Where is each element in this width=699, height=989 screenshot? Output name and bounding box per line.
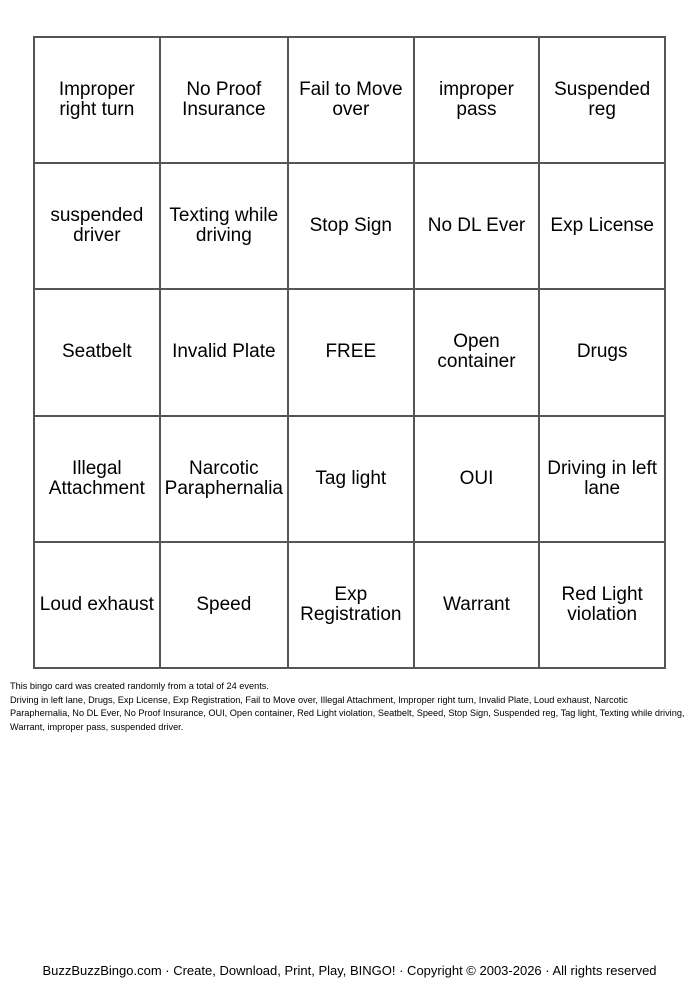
bingo-cell: Invalid Plate bbox=[160, 289, 288, 415]
bingo-cell: Improper right turn bbox=[34, 37, 160, 163]
bingo-cell: Tag light bbox=[288, 416, 414, 542]
bingo-cell: Exp License bbox=[539, 163, 665, 289]
notes-event-list: Driving in left lane, Drugs, Exp License, Exp Registration, Fail to Move over, Illegal Attachment, Improper right turn, Invalid Plate, Loud exhaust, Narcotic Paraphernalia, No DL Ever, No Proof Insurance, OUI, Open container, Red Light violation, Seatbelt, Speed, Stop Sign, Suspended reg, Tag light, Texting while driving, Warrant, improper pass, suspended driver. bbox=[10, 694, 685, 732]
bingo-cell: Texting while driving bbox=[160, 163, 288, 289]
bingo-card-grid bbox=[33, 36, 666, 669]
bingo-cell: Warrant bbox=[414, 542, 540, 668]
bingo-cell: suspended driver bbox=[34, 163, 160, 289]
bingo-cell: No DL Ever bbox=[414, 163, 540, 289]
bingo-cell: Speed bbox=[160, 542, 288, 668]
bingo-cell: OUI bbox=[414, 416, 540, 542]
bingo-cell: Drugs bbox=[539, 289, 665, 415]
bingo-cell: Illegal Attachment bbox=[34, 416, 160, 542]
notes-intro: This bingo card was created randomly from a total of 24 events. bbox=[10, 681, 269, 691]
bingo-cell: Open container bbox=[414, 289, 540, 415]
card-notes bbox=[10, 680, 690, 734]
bingo-cell: Driving in left lane bbox=[539, 416, 665, 542]
bingo-cell: improper pass bbox=[414, 37, 540, 163]
bingo-cell: Red Light violation bbox=[539, 542, 665, 668]
bingo-cell: Seatbelt bbox=[34, 289, 160, 415]
bingo-cell: Suspended reg bbox=[539, 37, 665, 163]
bingo-cell: No Proof Insurance bbox=[160, 37, 288, 163]
bingo-cell: Loud exhaust bbox=[34, 542, 160, 668]
bingo-cell: Stop Sign bbox=[288, 163, 414, 289]
page-footer: BuzzBuzzBingo.com · Create, Download, Print, Play, BINGO! · Copyright © 2003-2026 · All rights reserved bbox=[42, 963, 657, 978]
bingo-cell: Fail to Move over bbox=[288, 37, 414, 163]
bingo-free-cell: FREE bbox=[288, 289, 414, 415]
bingo-cell: Exp Registration bbox=[288, 542, 414, 668]
bingo-cell: Narcotic Paraphernalia bbox=[160, 416, 288, 542]
